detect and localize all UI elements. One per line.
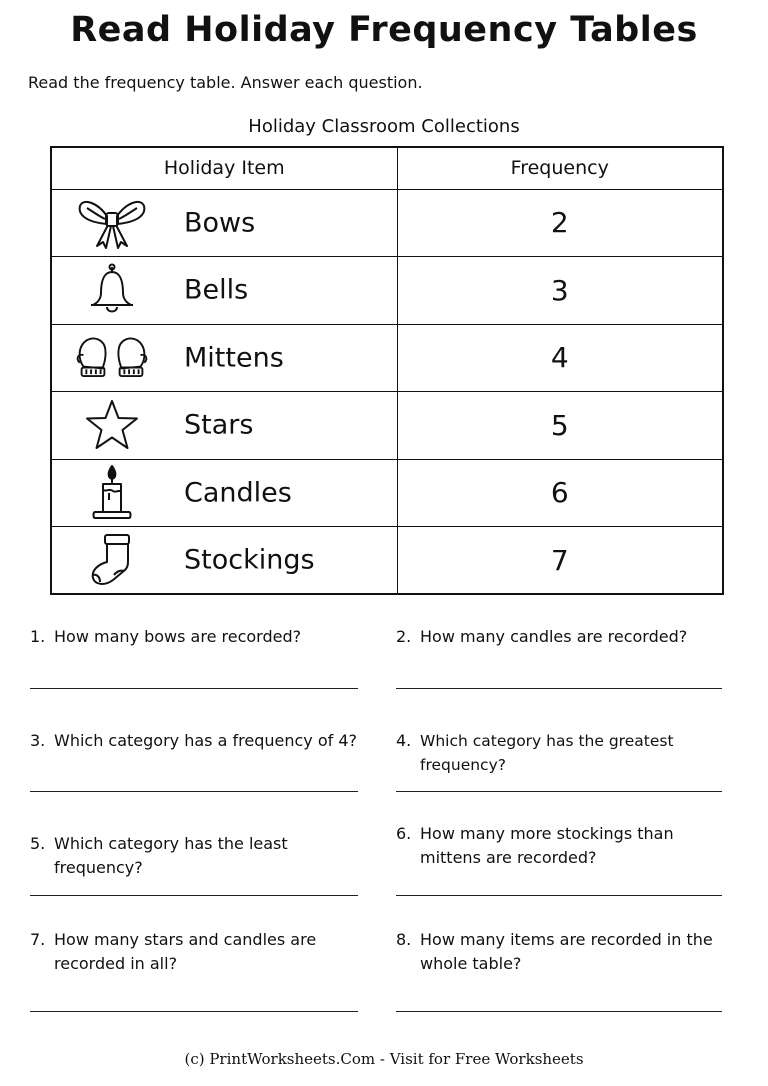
bow-icon [74,194,150,252]
question-text: Which category has the greatest frequency? [420,732,674,774]
question-5 [30,832,375,880]
frequency-value: 4 [397,324,723,392]
frequency-value: 5 [397,392,723,460]
table-row [51,324,723,392]
header-frequency: Frequency [397,147,723,189]
question-text: How many items are recorded in the whole table? [420,930,713,973]
question-4 [396,729,762,777]
table-header-row [51,147,723,189]
question-1 [30,625,370,649]
question-text: How many stars and candles are recorded in all? [54,930,317,973]
header-holiday-item: Holiday Item [51,147,397,189]
answer-line-7[interactable] [30,1011,358,1012]
mittens-icon [74,329,150,387]
question-number: 2. [396,627,412,646]
table-row [51,392,723,460]
footer-credit: (c) PrintWorksheets.Com - Visit for Free Worksheets [184,1050,584,1068]
star-icon [74,396,150,454]
question-number: 7. [30,930,46,949]
item-cell [51,189,397,257]
item-cell [51,459,397,527]
frequency-value: 7 [397,527,723,595]
candle-icon [74,464,150,522]
answer-line-4[interactable] [396,791,722,792]
frequency-table [50,146,724,595]
question-6 [396,822,736,870]
item-label: Candles [184,477,292,509]
bell-icon [74,261,150,319]
item-label: Bells [184,274,249,306]
instructions: Read the frequency table. Answer each question. [28,73,423,92]
answer-line-1[interactable] [30,688,358,689]
frequency-value: 6 [397,459,723,527]
question-7 [30,928,330,976]
item-label: Bows [184,207,256,239]
question-2 [396,625,736,649]
answer-line-8[interactable] [396,1011,722,1012]
frequency-value: 2 [397,189,723,257]
stocking-icon [74,531,150,589]
item-label: Mittens [184,342,284,374]
item-label: Stockings [184,544,315,576]
answer-line-5[interactable] [30,895,358,896]
frequency-value: 3 [397,257,723,325]
question-8 [396,928,716,976]
item-label: Stars [184,409,254,441]
question-number: 4. [396,731,412,750]
answer-line-2[interactable] [396,688,722,689]
question-text: How many bows are recorded? [54,627,302,646]
question-number: 8. [396,930,412,949]
question-number: 6. [396,824,412,843]
question-text: Which category has the least frequency? [54,834,288,877]
item-cell [51,392,397,460]
question-number: 1. [30,627,46,646]
answer-line-3[interactable] [30,791,358,792]
question-text: Which category has a frequency of 4? [54,731,357,750]
item-cell [51,527,397,595]
question-text: How many candles are recorded? [420,627,688,646]
item-cell [51,324,397,392]
question-text: How many more stockings than mittens are recorded? [420,824,674,867]
table-row [51,257,723,325]
worksheet-title: Read Holiday Frequency Tables [70,10,698,50]
table-row [51,459,723,527]
question-3 [30,729,370,753]
item-cell [51,257,397,325]
answer-line-6[interactable] [396,895,722,896]
table-row [51,189,723,257]
question-number: 3. [30,731,46,750]
table-caption: Holiday Classroom Collections [248,116,520,137]
question-number: 5. [30,834,46,853]
table-row [51,527,723,595]
